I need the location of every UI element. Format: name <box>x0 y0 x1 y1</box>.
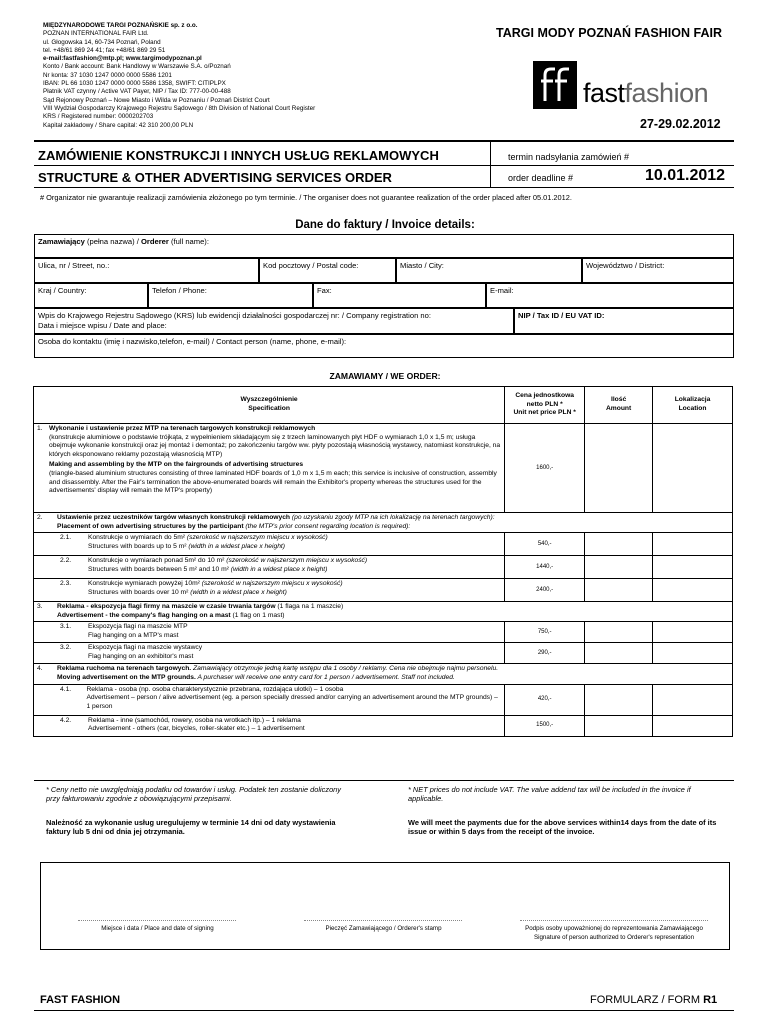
email-label: E-mail: <box>490 286 514 295</box>
district-label: Województwo / District: <box>586 261 665 270</box>
s21-en: Structures with boards up to 5 m² <box>88 542 189 550</box>
table-row <box>34 684 733 715</box>
subsection-number: 2.3. <box>60 580 72 588</box>
invoice-title: Dane do faktury / Invoice details: <box>295 219 475 231</box>
deadline-label-pl: termin nadsyłania zamówień # <box>508 152 630 162</box>
company-line: Kapitał zakładowy / Share capital: 42 310 200,00 PLN <box>43 121 194 129</box>
s22-en: Structures with boards between 5 m² and 10 m² <box>88 565 231 573</box>
nip-label: NIP / Tax ID / EU VAT ID: <box>518 311 605 320</box>
registration-date-label: Data i miejsce wpisu / Date and place: <box>38 320 167 330</box>
s2-note-en: (the MTP's prior consent regarding location is required): <box>243 522 411 530</box>
footer-form-label: FORMULARZ / FORM <box>590 994 704 1006</box>
company-line: Nr konta: 37 1030 1247 0000 0000 5586 1201 <box>43 71 172 79</box>
section-number: 3. <box>37 603 43 611</box>
subsection-number: 4.1. <box>60 685 72 693</box>
district-field[interactable] <box>582 258 734 283</box>
stamp-label: Pieczęć Zamawiającego / Orderer's stamp <box>325 925 442 932</box>
s3-note: (1 flaga na 1 maszcie) <box>275 603 344 611</box>
subsection-number: 2.1. <box>60 534 72 542</box>
s41-pl: Reklama - osoba (np. osoba charakterystycznie przebrana, rozdająca ulotki) – 1 osoba <box>86 685 344 693</box>
s31-en: Flag hanging on a MTP's mast <box>88 631 179 639</box>
s22-en-note: (width in a widest place x height) <box>230 565 328 573</box>
s3-title-en: Advertisement - the company's flag hanging on a mast <box>57 611 231 619</box>
authorized-signature-label-pl: Podpis osoby upoważnionej do reprezentowania Zamawiającego <box>525 925 703 932</box>
s1-title-en: Making and assembling by the MTP on the fairgrounds of advertising structures <box>49 461 304 469</box>
s21-pl: Konstrukcje o wymiarach do 5m² <box>88 534 187 542</box>
form-title-pl: ZAMÓWIENIE KONSTRUKCJI I INNYCH USŁUG REKLAMOWYCH <box>38 148 439 163</box>
s41-price: 420,- <box>505 684 585 715</box>
table-row <box>34 664 733 684</box>
s31-location-input[interactable] <box>653 622 733 643</box>
city-label: Miasto / City: <box>400 261 444 270</box>
place-date-label: Miejsce i data / Place and date of signing <box>101 925 214 932</box>
form-title-en: STRUCTURE & OTHER ADVERTISING SERVICES ORDER <box>38 170 392 185</box>
s41-amount-input[interactable] <box>585 684 653 715</box>
orderer-label-end: (full name): <box>168 237 209 246</box>
deadline-date: 10.01.2012 <box>645 167 726 184</box>
s21-en-note: (width in a widest place x height) <box>188 542 286 550</box>
notes-rule <box>34 780 734 781</box>
col-price-label: netto PLN * <box>526 400 563 408</box>
s4-note-en: A purchaser will receive one entry card for 1 person / advertisement. Staff not included. <box>195 673 455 681</box>
fair-dates: 27-29.02.2012 <box>640 117 721 131</box>
payment-note-pl: Należność za wykonanie usług uregulujemy w terminie 14 dni od daty wystawienia faktury lub 5 dni od dnia jej otrzymania. <box>46 818 336 837</box>
company-line: KRS / Registered number: 0000202703 <box>43 113 154 121</box>
s41-desc <box>34 684 505 715</box>
col-spec <box>34 387 505 424</box>
s23-en: Structures with boards over 10 m² <box>88 588 191 596</box>
footer-brand: FAST FASHION <box>40 994 121 1006</box>
s2-header <box>34 513 733 533</box>
s41-location-input[interactable] <box>653 684 733 715</box>
s3-title: Reklama - ekspozycja flagi firmy na maszcie w czasie trwania targów <box>57 603 276 611</box>
s22-pl: Konstrukcje o wymiarach ponad 5m² do 10 m² <box>88 557 227 565</box>
table-row <box>34 579 733 602</box>
vat-note-pl: * Ceny netto nie uwzględniają podatku od towarów i usług. Podatek ten zostanie doliczony przy fakturowaniu zgodnie z obowiązującymi przepisami. <box>46 785 341 804</box>
s1-text: (konstrukcje aluminiowe o podstawie trójkąta, z wypełnieniem składającym się z trzech laminowanych płyt HDF o wymiarach 1,0 x 1,5 m; usługa obejmuje wykonanie konstrukcji oraz jej montaż i demontaż; po zakończeniu targów ww. płyty pozostają własnością wystawcy, natomiast konstrukcje, na których eksponowano reklamy pozostają własnością MTP) <box>49 433 501 458</box>
orderer-label: Zamawiający <box>38 237 85 246</box>
s23-price: 2400,- <box>505 579 585 602</box>
s23-location-input[interactable] <box>653 579 733 602</box>
s32-amount-input[interactable] <box>585 643 653 664</box>
table-row <box>34 513 733 533</box>
header-rule <box>34 140 734 142</box>
country-label: Kraj / Country: <box>38 286 87 295</box>
company-line: VIII Wydział Gospodarczy Krajowego Rejestru Sądowego / 8th Division of National Court Register <box>43 104 316 112</box>
fax-field[interactable] <box>313 283 486 308</box>
s42-amount-input[interactable] <box>585 715 653 736</box>
contact-field[interactable] <box>34 334 734 358</box>
s23-en-note: (width in a widest place x height) <box>190 588 287 596</box>
subsection-number: 3.2. <box>60 644 72 652</box>
logo-wordmark <box>583 78 708 109</box>
s1-title: Wykonanie i ustawienie przez MTP na terenach targowych konstrukcji reklamowych <box>49 425 316 432</box>
s4-title: Reklama ruchoma na terenach targowych. <box>57 665 192 673</box>
s23-pl-note: (szerokość w najszerszym miejscu x wysokość) <box>201 580 343 588</box>
s21-price: 540,- <box>505 533 585 556</box>
orderer-field[interactable] <box>34 234 734 258</box>
s21-amount-input[interactable] <box>585 533 653 556</box>
s42-price: 1500,- <box>505 715 585 736</box>
s2-title-en: Placement of own advertising structures by the participant <box>57 522 244 530</box>
s32-en: Flag hanging on an exhibitor's mast <box>88 652 194 660</box>
col-location <box>653 387 733 424</box>
nip-field[interactable] <box>514 308 734 334</box>
section-number: 4. <box>37 665 43 673</box>
s41-en: Advertisement – person / alive advertisement (eg. a person specially dressed and/or carrying an advertisement around the MTP grounds) – 1 person <box>86 694 498 710</box>
registration-label: Wpis do Krajowego Rejestru Sądowego (KRS) lub ewidencji działalności gospodarczej nr: / Company registration no: <box>38 311 431 320</box>
email-field[interactable] <box>486 283 734 308</box>
col-price <box>505 387 585 424</box>
s42-en: Advertisement - others (car, bicycles, roller-skater etc.) – 1 advertisement <box>88 725 305 733</box>
footer-rule <box>34 1010 734 1011</box>
company-email: e-mail:fastfashion@mtp.pl; www.targimodypoznan.pl <box>43 55 202 63</box>
deadline-label-en: order deadline # <box>508 173 574 183</box>
signature-line <box>78 920 236 921</box>
s1-text-en: (triangle-based aluminium structures consisting of three laminated HDF boards of 1,0 m x 1,5 m each; this service is inclusive of construction, assembly and disassembly. After the Fair's termination the above-enumerated boards will remain the Exhibitor's property whereas the structures used for the advertisements' display will remain the MTP's property) <box>49 469 497 495</box>
footer-form-code <box>590 994 717 1006</box>
vat-note-en: * NET prices do not include VAT. The value addend tax will be included in the invoice if applicable. <box>408 785 691 804</box>
title-underline <box>34 165 734 166</box>
s22-desc <box>34 556 505 579</box>
s1-desc <box>34 424 505 513</box>
col-location-label: Location <box>678 405 707 412</box>
logo-fashion: fashion <box>624 78 709 108</box>
table-row <box>34 643 733 664</box>
s4-title-en: Moving advertisement on the MTP grounds. <box>57 673 196 681</box>
s2-note: (po uzyskaniu zgody MTP na ich lokalizację na terenach targowych): <box>290 514 495 521</box>
table-header-row <box>34 387 733 424</box>
fax-label: Fax: <box>317 286 332 295</box>
phone-field[interactable] <box>148 283 313 308</box>
subsection-number: 4.2. <box>60 716 72 724</box>
s23-pl: Konstrukcje wymiarach powyżej 10m² <box>88 580 202 588</box>
s4-note: Zamawiający otrzymuje jedną kartę wstępu dla 1 osoby / reklamy. Cena nie obejmuje najmu personelu. <box>191 665 499 673</box>
company-line: Sąd Rejonowy Poznań – Nowe Miasto i Wilda w Poznaniu / Poznań District Court <box>43 96 270 104</box>
s2-title: Ustawienie przez uczestników targów własnych konstrukcji reklamowych <box>57 514 291 521</box>
s42-desc <box>34 715 505 736</box>
s31-price: 750,- <box>505 622 585 643</box>
s32-location-input[interactable] <box>653 643 733 664</box>
s1-location-input[interactable] <box>653 424 733 513</box>
section-number: 2. <box>37 514 43 521</box>
signature-line <box>304 920 462 921</box>
col-amount-label: Amount <box>605 405 632 412</box>
col-price-label: Cena jednostkowa <box>515 392 575 400</box>
col-location-label: Lokalizacja <box>674 396 711 404</box>
company-line: IBAN: PL 66 1030 1247 0000 0000 5586 1358, SWIFT: CITIPLPX <box>43 80 226 88</box>
s23-amount-input[interactable] <box>585 579 653 602</box>
table-row <box>34 533 733 556</box>
orderer-label-mid: (pełna nazwa) / <box>84 237 141 246</box>
col-price-label: Unit net price PLN * <box>513 409 576 417</box>
logo-fast: fast <box>583 78 625 108</box>
company-line: Konto / Bank account: Bank Handlowy w Warszawie S.A. o/Poznań <box>43 63 231 71</box>
s32-desc <box>34 643 505 664</box>
company-info <box>43 22 463 130</box>
order-table <box>33 386 733 737</box>
company-line: Płatnik VAT czynny / Active VAT Payer, NIP / Tax ID: 777-00-00-488 <box>43 88 231 96</box>
organizer-note: # Organizator nie gwarantuje realizacji zamówienia złożonego po tym terminie. / The organiser does not guarantee realization of the order placed after 05.01.2012. <box>40 193 572 202</box>
s21-desc <box>34 533 505 556</box>
col-spec-label: Wyszczególnienie Specification <box>240 396 298 412</box>
postal-field[interactable] <box>259 258 396 283</box>
s22-pl-note: (szerokość w najszerszym miejscu x wysokość) <box>226 557 368 565</box>
s1-amount-input[interactable] <box>585 424 653 513</box>
s42-location-input[interactable] <box>653 715 733 736</box>
phone-label: Telefon / Phone: <box>152 286 207 295</box>
postal-label: Kod pocztowy / Postal code: <box>263 261 359 270</box>
s31-pl: Ekspozycja flagi na maszcie MTP <box>88 623 188 631</box>
contact-label: Osoba do kontaktu (imię i nazwisko,telefon, e-mail) / Contact person (name, phone, e-mail): <box>38 337 347 346</box>
subsection-number: 3.1. <box>60 623 72 631</box>
order-title: ZAMAWIAMY / WE ORDER: <box>329 371 441 381</box>
street-field[interactable] <box>34 258 259 283</box>
subsection-number: 2.2. <box>60 557 72 565</box>
s21-location-input[interactable] <box>653 533 733 556</box>
s4-header <box>34 664 733 684</box>
s21-pl-note: (szerokość w najszerszym miejscu x wysokość) <box>186 534 328 542</box>
section-number: 1. <box>37 425 43 432</box>
s22-amount-input[interactable] <box>585 556 653 579</box>
company-line: POZNAN INTERNATIONAL FAIR Ltd. <box>43 30 149 38</box>
country-field[interactable] <box>34 283 148 308</box>
city-field[interactable] <box>396 258 582 283</box>
s3-header <box>34 602 733 622</box>
table-row <box>34 622 733 643</box>
col-amount <box>585 387 653 424</box>
fair-title: TARGI MODY POZNAŃ FASHION FAIR <box>496 26 722 40</box>
company-line: tel. +48/61 869 24 41; fax +48/61 869 29 51 <box>43 46 166 54</box>
s1-price: 1600,- <box>505 424 585 513</box>
authorized-signature-label-en: Signature of person authorized to Orderer's representation <box>533 934 695 941</box>
s23-desc <box>34 579 505 602</box>
orderer-label-en: Orderer <box>141 237 169 246</box>
payment-note-en: We will meet the payments due for the above services within14 days from the date of its issue or within 5 days from the receipt of the invoice. <box>408 818 717 837</box>
s32-pl: Ekspozycja flagi na maszcie wystawcy <box>88 644 203 652</box>
s31-amount-input[interactable] <box>585 622 653 643</box>
table-row <box>34 602 733 622</box>
signature-line <box>520 920 708 921</box>
s3-note-en: (1 flag on 1 mast) <box>230 611 285 619</box>
s22-location-input[interactable] <box>653 556 733 579</box>
table-row <box>34 424 733 513</box>
table-row <box>34 715 733 736</box>
fastfashion-logo-icon <box>533 61 577 109</box>
table-row <box>34 556 733 579</box>
company-line: ul. Głogowska 14, 60-734 Poznań, Poland <box>43 38 161 46</box>
street-label: Ulica, nr / Street, no.: <box>38 261 110 270</box>
col-amount-label: Ilość <box>610 396 627 404</box>
s22-price: 1440,- <box>505 556 585 579</box>
registration-field[interactable] <box>34 308 514 334</box>
s31-desc <box>34 622 505 643</box>
s32-price: 290,- <box>505 643 585 664</box>
footer-form-number: R1 <box>703 994 718 1006</box>
s42-pl: Reklama - inne (samochód, rowery, osoba na wrotkach itp.) – 1 reklama <box>88 716 301 724</box>
title-underline <box>34 187 734 188</box>
company-name: MIĘDZYNARODOWE TARGI POZNAŃSKIE sp. z o.o. <box>43 22 198 29</box>
